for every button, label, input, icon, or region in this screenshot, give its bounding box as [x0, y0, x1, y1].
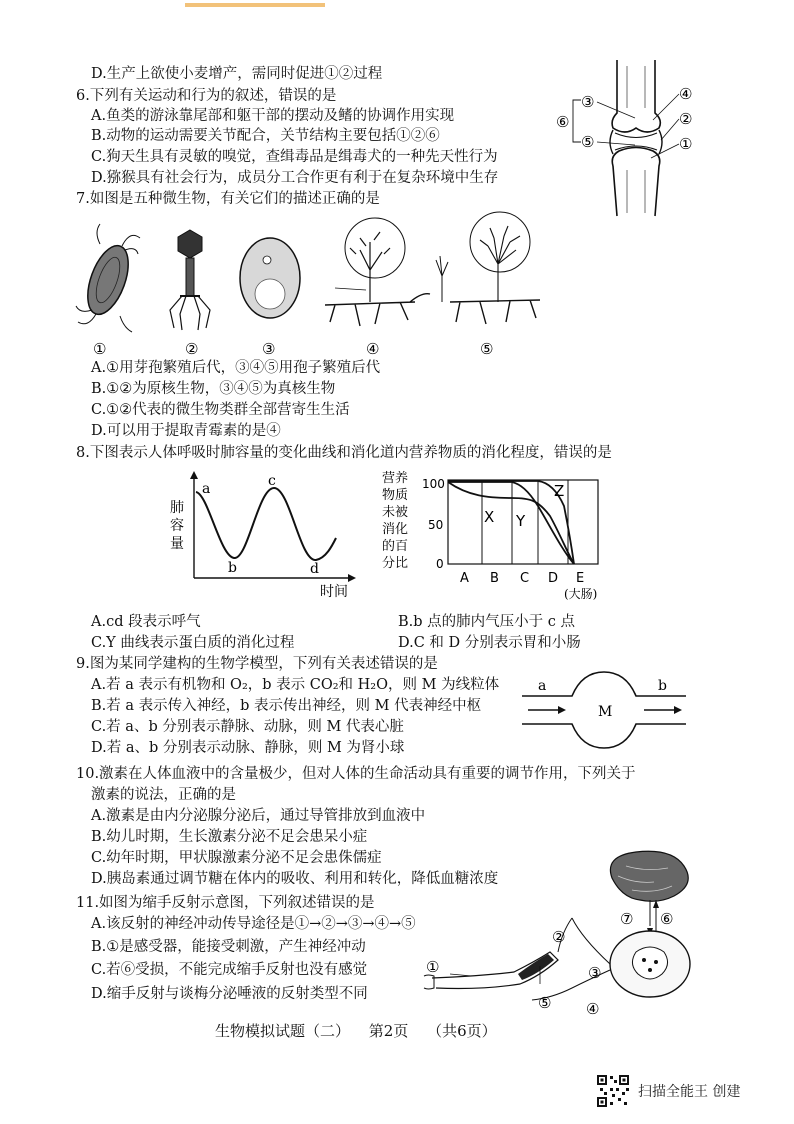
- segment-e: E: [576, 571, 585, 586]
- joint-label-2: ②: [679, 110, 693, 128]
- q10-stem-line1: 10.激素在人体血液中的含量极少，但对人体的生命活动具有重要的调节作用，下列关于: [76, 766, 636, 782]
- reflex-label-6: ⑥: [660, 910, 674, 928]
- yeast-drawing: [240, 238, 300, 318]
- page-footer: [215, 1020, 511, 1041]
- qr-code-icon: [596, 1074, 630, 1108]
- q7-stem: 7.如图是五种微生物，有关它们的描述正确的是: [76, 191, 380, 207]
- q9-option-c: C.若 a、b 分别表示静脉、动脉，则 M 代表心脏: [91, 719, 404, 735]
- reflex-label-3: ③: [588, 964, 602, 982]
- q10-option-b: B.幼儿时期，生长激素分泌不足会患呆小症: [91, 829, 368, 845]
- microbe-label-5: ⑤: [480, 340, 494, 358]
- joint-label-4: ④: [679, 85, 693, 103]
- top-color-bar: [185, 3, 325, 7]
- q6-option-a: A.鱼类的游泳靠尾部和躯干部的摆动及鳍的协调作用实现: [91, 108, 455, 124]
- q11-option-c: C.若⑥受损，不能完成缩手反射也没有感觉: [91, 962, 368, 978]
- mold-drawing: [325, 218, 430, 326]
- q8-option-a: A.cd 段表示呼气: [91, 614, 201, 630]
- model-label-b: b: [658, 678, 667, 694]
- digest-ylabel-4: 消化: [382, 522, 409, 537]
- reflex-label-7: ⑦: [620, 910, 634, 928]
- q9-option-a: A.若 a 表示有机物和 O₂，b 表示 CO₂和 H₂O，则 M 为线粒体: [91, 677, 500, 693]
- q10-stem-line2: 激素的说法，正确的是: [91, 787, 236, 803]
- q7-option-c: C.①②代表的微生物类群全部营寄生生活: [91, 402, 350, 418]
- q7-option-a: A.①用芽孢繁殖后代，③④⑤用孢子繁殖后代: [91, 360, 381, 376]
- joint-label-6: ⑥: [556, 113, 570, 131]
- microbes-figure: [70, 210, 550, 360]
- lung-ylabel-3: 量: [170, 536, 184, 552]
- curve-y-label: Y: [516, 512, 526, 530]
- segment-a: A: [460, 571, 469, 586]
- point-d-label: d: [310, 561, 319, 577]
- reflex-figure: [422, 848, 722, 1020]
- lung-ylabel-2: 容: [170, 518, 184, 534]
- bacterium-drawing: [76, 224, 140, 332]
- q8-option-d: D.C 和 D 分别表示胃和小肠: [398, 635, 581, 651]
- microbe-label-3: ③: [262, 340, 276, 358]
- digest-ylabel-2: 物质: [382, 488, 409, 503]
- point-a-label: a: [202, 481, 211, 497]
- q7-option-b: B.①②为原核生物，③④⑤为真核生物: [91, 381, 336, 397]
- digest-ylabel-3: 未被: [382, 505, 409, 520]
- reflex-label-5: ⑤: [538, 994, 552, 1012]
- q9-stem: 9.图为某同学建构的生物学模型，下列有关表述错误的是: [76, 656, 438, 672]
- point-c-label: c: [268, 473, 276, 489]
- penicillium-drawing: [436, 212, 540, 324]
- q11-stem: 11.如图为缩手反射示意图，下列叙述错误的是: [76, 895, 375, 911]
- reflex-label-1: ①: [426, 958, 440, 976]
- digest-ylabel-6: 分比: [382, 556, 409, 571]
- footer-total: （共6页）: [427, 1022, 497, 1040]
- footer-page: 第2页: [368, 1022, 409, 1040]
- curve-x-label: X: [484, 508, 495, 526]
- joint-label-1: ①: [679, 135, 693, 153]
- q9-option-d: D.若 a、b 分别表示动脉、静脉，则 M 为肾小球: [91, 740, 405, 756]
- joint-label-5: ⑤: [581, 133, 595, 151]
- segment-c: C: [520, 571, 530, 586]
- curve-z-label: Z: [554, 482, 565, 500]
- q9-option-b: B.若 a 表示传入神经，b 表示传出神经，则 M 代表神经中枢: [91, 698, 482, 714]
- segment-e-note: (大肠): [564, 587, 598, 601]
- q6-option-d: D.猕猴具有社会行为，成员分工合作更有利于在复杂环境中生存: [91, 170, 499, 186]
- q7-option-d: D.可以用于提取青霉素的是④: [91, 423, 281, 439]
- lung-volume-graph: [168, 468, 363, 603]
- model-figure: [520, 668, 690, 754]
- tick-100: 100: [422, 477, 445, 491]
- q6-option-c: C.狗天生具有灵敏的嗅觉，查缉毒品是缉毒犬的一种先天性行为: [91, 149, 498, 165]
- q11-option-a: A.该反射的神经冲动传导途径是①→②→③→④→⑤: [91, 916, 416, 932]
- lung-ylabel-1: 肺: [170, 500, 184, 516]
- q10-option-d: D.胰岛素通过调节糖在体内的吸收、利用和转化，降低血糖浓度: [91, 871, 499, 887]
- segment-d: D: [548, 571, 559, 586]
- joint-figure: [555, 58, 715, 218]
- point-b-label: b: [228, 560, 237, 576]
- microbe-label-1: ①: [93, 340, 107, 358]
- tick-0: 0: [436, 557, 444, 571]
- reflex-label-2: ②: [552, 928, 566, 946]
- q10-option-c: C.幼年时期，甲状腺激素分泌不足会患侏儒症: [91, 850, 382, 866]
- q11-option-b: B.①是感受器，能接受刺激，产生神经冲动: [91, 939, 366, 955]
- scanner-watermark: [596, 1074, 740, 1108]
- q6-stem: 6.下列有关运动和行为的叙述，错误的是: [76, 88, 337, 104]
- segment-b: B: [490, 571, 499, 586]
- digestion-graph: [378, 466, 618, 606]
- digest-ylabel-1: 营养: [382, 471, 409, 486]
- q10-option-a: A.激素是由内分泌腺分泌后，通过导管排放到血液中: [91, 808, 426, 824]
- model-label-a: a: [538, 678, 547, 694]
- model-label-m: M: [598, 704, 613, 720]
- q8-option-c: C.Y 曲线表示蛋白质的消化过程: [91, 635, 295, 651]
- reflex-label-4: ④: [586, 1000, 600, 1018]
- q6-option-b: B.动物的运动需要关节配合，关节结构主要包括①②⑥: [91, 128, 440, 144]
- digest-ylabel-5: 的百: [382, 539, 409, 554]
- q5-option-d: D.生产上欲使小麦增产，需同时促进①②过程: [91, 66, 383, 82]
- microbe-label-4: ④: [366, 340, 380, 358]
- microbe-label-2: ②: [185, 340, 199, 358]
- lung-xlabel: 时间: [320, 584, 348, 600]
- tick-50: 50: [428, 518, 444, 532]
- watermark-text: 扫描全能王 创建: [638, 1084, 741, 1100]
- footer-title: 生物模拟试题（二）: [215, 1022, 351, 1040]
- joint-label-3: ③: [581, 93, 595, 111]
- q8-stem: 8.下图表示人体呼吸时肺容量的变化曲线和消化道内营养物质的消化程度，错误的是: [76, 445, 612, 461]
- q11-option-d: D.缩手反射与谈梅分泌唾液的反射类型不同: [91, 986, 368, 1002]
- q8-option-b: B.b 点的肺内气压小于 c 点: [398, 614, 575, 630]
- phage-drawing: [170, 230, 210, 330]
